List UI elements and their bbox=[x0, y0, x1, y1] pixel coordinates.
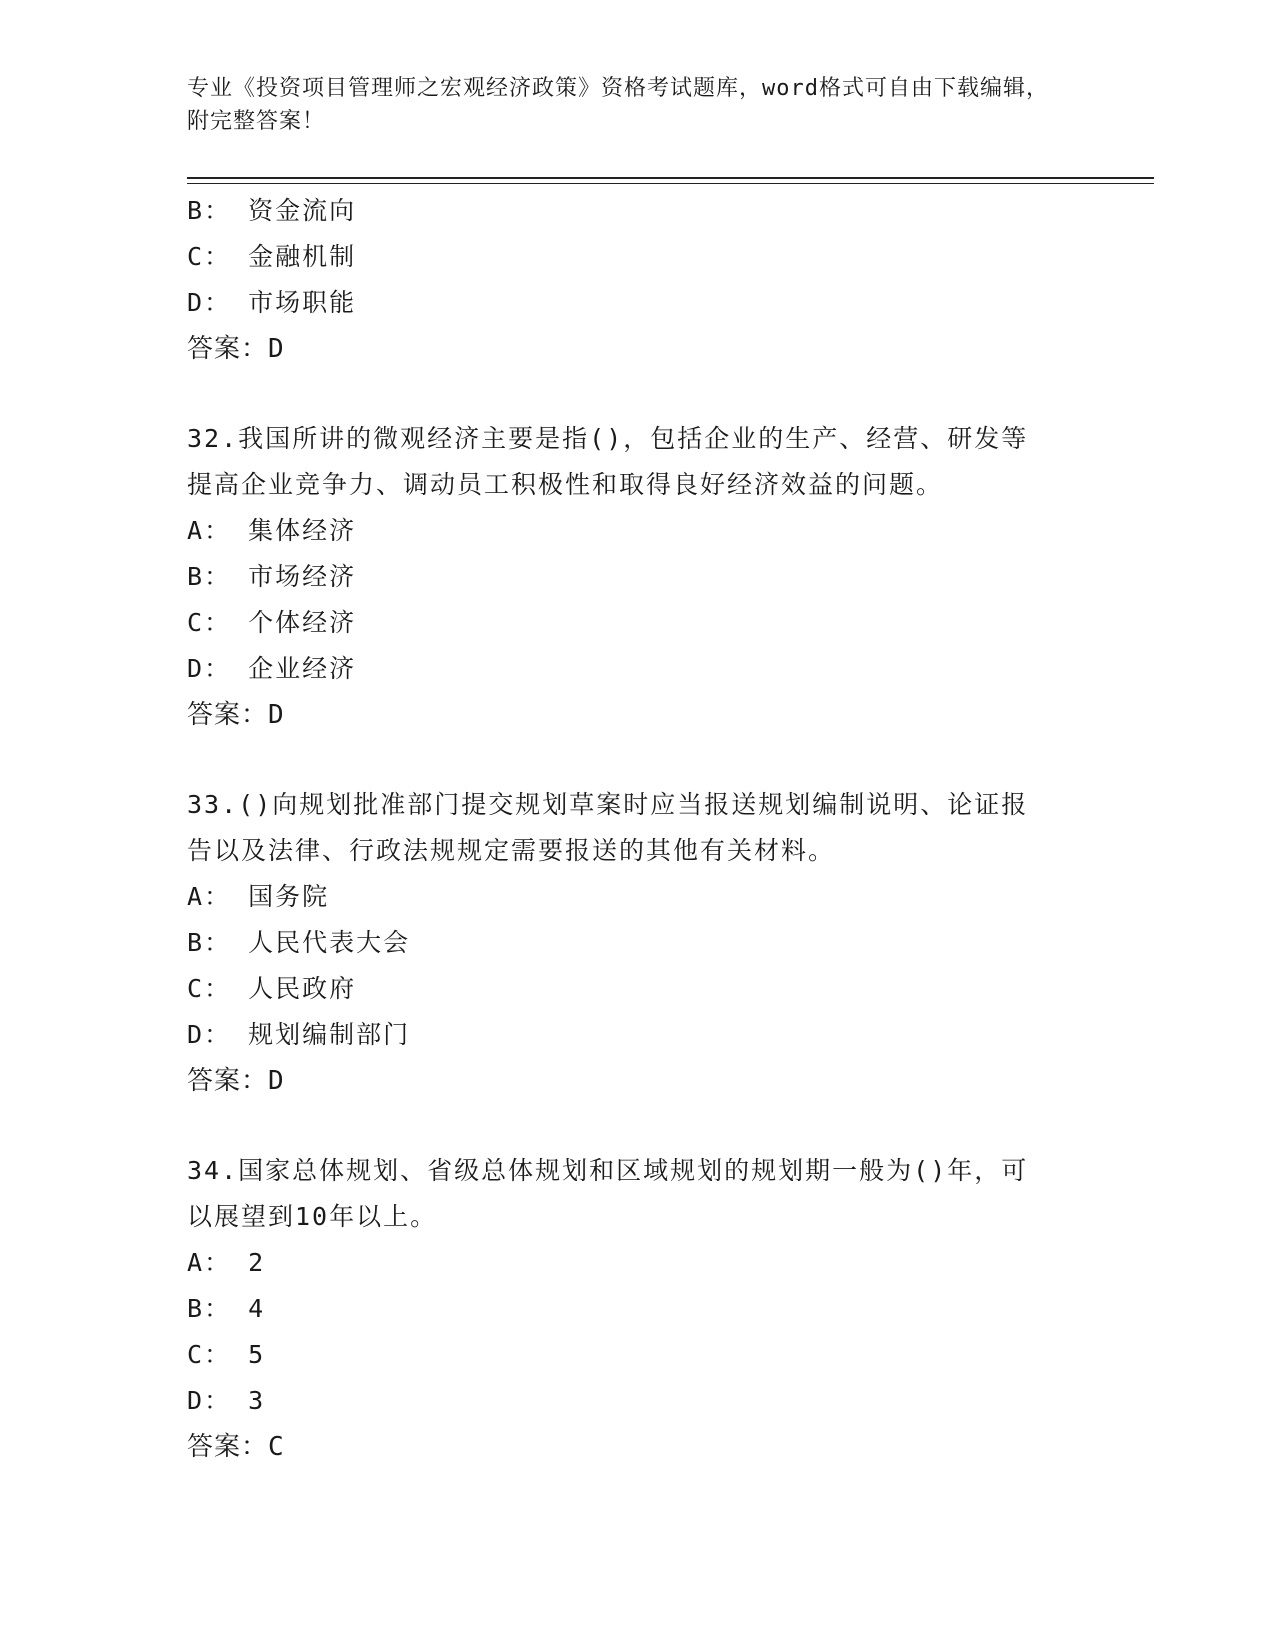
question-stem: 33.()向规划批准部门提交规划草案时应当报送规划编制说明、论证报 bbox=[187, 790, 1029, 819]
option-b: B： 人民代表大会 bbox=[187, 928, 411, 957]
option-d: D： 企业经济 bbox=[187, 654, 357, 683]
option-a: A： 集体经济 bbox=[187, 516, 357, 545]
option-c: C： 金融机制 bbox=[187, 242, 357, 271]
option-a: A： 2 bbox=[187, 1248, 266, 1277]
option-b: B： 资金流向 bbox=[187, 196, 357, 225]
question-stem: 32.我国所讲的微观经济主要是指()，包括企业的生产、经营、研发等 bbox=[187, 424, 1029, 453]
question-stem-cont: 以展望到10年以上。 bbox=[187, 1202, 438, 1231]
question-stem-cont: 提高企业竞争力、调动员工积极性和取得良好经济效益的问题。 bbox=[187, 470, 944, 499]
question-33 bbox=[187, 782, 1087, 1104]
answer-line: 答案：C bbox=[187, 1432, 285, 1462]
question-content bbox=[187, 188, 1087, 1470]
answer-line: 答案：D bbox=[187, 334, 285, 364]
option-c: C： 人民政府 bbox=[187, 974, 357, 1003]
option-b: B： 4 bbox=[187, 1294, 266, 1323]
answer-line: 答案：D bbox=[187, 700, 285, 730]
question-34 bbox=[187, 1148, 1087, 1470]
header-rule-thick bbox=[187, 177, 1154, 179]
option-d: D： 市场职能 bbox=[187, 288, 357, 317]
option-d: D： 规划编制部门 bbox=[187, 1020, 411, 1049]
option-d: D： 3 bbox=[187, 1386, 266, 1415]
question-stem: 34.国家总体规划、省级总体规划和区域规划的规划期一般为()年，可 bbox=[187, 1156, 1029, 1185]
option-b: B： 市场经济 bbox=[187, 562, 357, 591]
option-c: C： 5 bbox=[187, 1340, 266, 1369]
header-rule-thin bbox=[187, 183, 1154, 184]
answer-line: 答案：D bbox=[187, 1066, 285, 1096]
question-32 bbox=[187, 416, 1087, 738]
question-stem-cont: 告以及法律、行政法规规定需要报送的其他有关材料。 bbox=[187, 836, 836, 865]
option-c: C： 个体经济 bbox=[187, 608, 357, 637]
document-header: 专业《投资项目管理师之宏观经济政策》资格考试题库，word格式可自由下载编辑，附完整答案！ bbox=[187, 76, 1049, 134]
question-31-tail bbox=[187, 188, 1087, 372]
option-a: A： 国务院 bbox=[187, 882, 330, 911]
